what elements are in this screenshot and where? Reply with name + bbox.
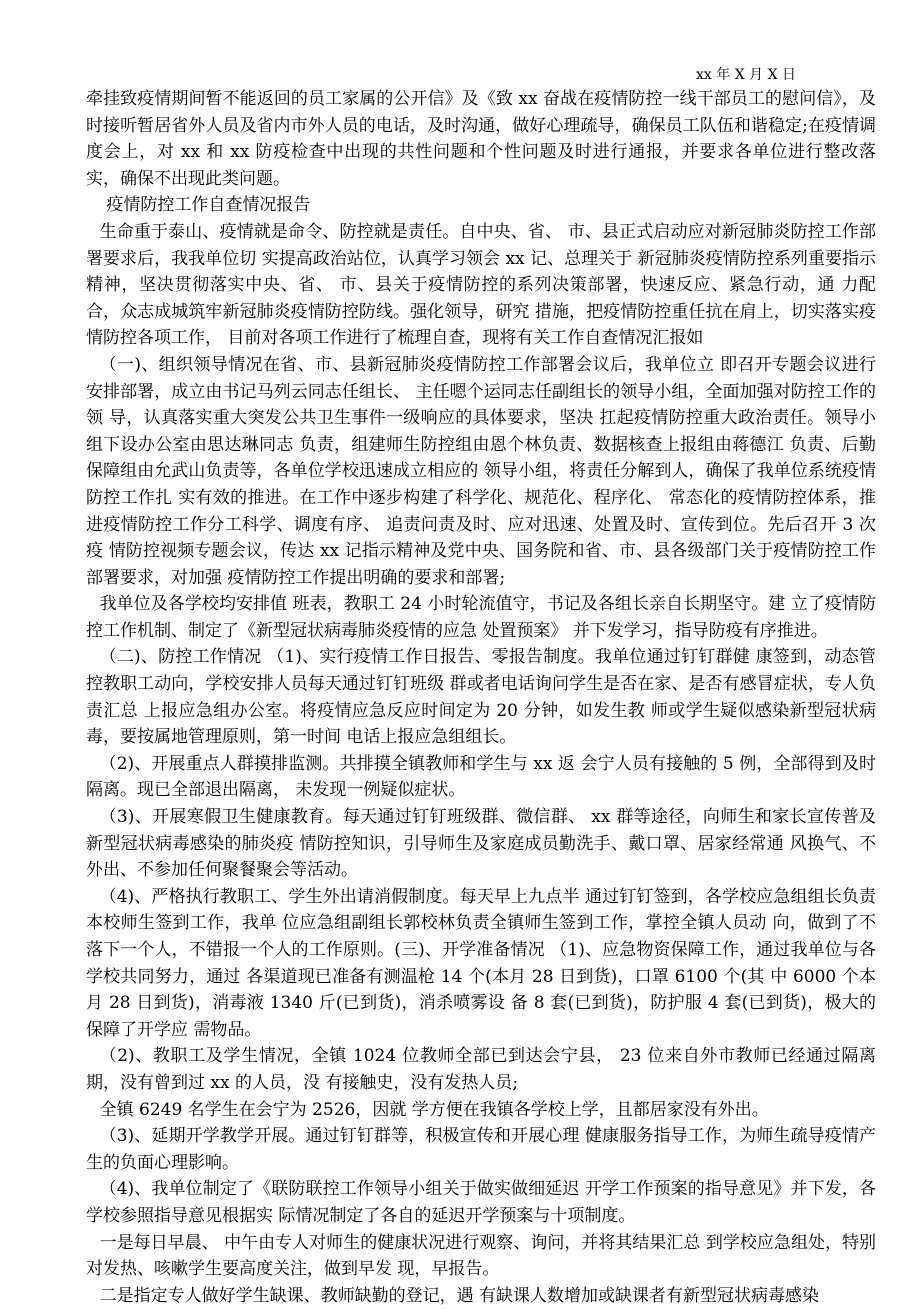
paragraph-staff-students: （2)、教职工及学生情况，全镇 1024 位教师全部已到达会宁县， 23 位来自外市教师已经通过隔离期，没有曾到过 xx 的人员，没 有接触史，没有发热人员;	[86, 1046, 876, 1093]
paragraph-guidance: （4)、我单位制定了《联防联控工作领导小组关于做实做细延迟 开学工作预案的指导意见》并下发，各学校参照指导意见根据实 际情况制定了各自的延迟开学预案与十项制度。	[86, 1179, 876, 1226]
paragraph-absence-record: 二是指定专人做好学生缺课、教师缺勤的登记，遇 有缺课人数增加或缺课者有新型冠状病毒感染	[99, 1285, 819, 1306]
paragraph-duty-roster: 我单位及各学校均安排值 班表，教职工 24 小时轮流值守，书记及各组长亲自长期坚守。建 立了疫情防控工作机制、制定了《新型冠状病毒肺炎疫情的应急 处置预案》 并下发学习，指导防疫有序推进。	[86, 594, 876, 641]
paragraph-key-groups: （2)、开展重点人群摸排监测。共排摸全镇教师和学生与 xx 返 会宁人员有接触的 5 例，全部得到及时隔离。现已全部退出隔离， 未发现一例疑似症状。	[86, 753, 876, 801]
paragraph-morning-check: 一是每日早晨、 中午由专人对师生的健康状况进行观察、询问，并将其结果汇总 到学校应急组处，特别对发热、咳嗽学生要高度关注，做到早发 现，早报告。	[86, 1232, 876, 1280]
document-body	[86, 86, 876, 1309]
paragraph-leave-system: （4)、严格执行教职工、学生外出请消假制度。每天早上九点半 通过钉钉签到，各学校应急组组长负责本校师生签到工作，我单 位应急组副组长郭校林负责全镇师生签到工作，掌控全镇人员动 向，做到了不落下一个人，不错报一个人的工作原则。(三)、开学准备情况 （1)、应急物资保障工作，通过我单位与各学校共同努力，通过 各渠道现已准备有测温枪 14 个(本月 28 日到货)，口罩 6100 个(其 中 6000 个本月 28 日到货)，消毒液 1340 斤(已到货)，消杀喷雾设 备 8 套(已到货)，防护服 4 套(已到货)，极大的保障了开学应 需物品。	[86, 886, 876, 1040]
paragraph-health-education: （3)、开展寒假卫生健康教育。每天通过钉钉班级群、微信群、 xx 群等途径，向师生和家长宣传普及新型冠状病毒感染的肺炎疫 情防控知识，引导师生及家庭成员勤洗手、戴口罩、居家经常通 风换气、不外出、不参加任何聚餐聚会等活动。	[86, 807, 876, 881]
paragraph-student-count: 全镇 6249 名学生在会宁为 2526，因就 学方便在我镇各学校上学，且都居家没有外出。	[99, 1099, 769, 1120]
paragraph-intro: 生命重于泰山、疫情就是命令、防控就是责任。自中央、省、 市、县正式启动应对新冠肺炎防控工作部署要求后，我我单位切 实提高政治站位，认真学习领会 xx 记、总理关于 新冠肺炎疫情防控系列重要指示精神，坚决贯彻落实中央、省、 市、县关于疫情防控的系列决策部署，快速反应、紧急行动，通 力配合，众志成城筑牢新冠肺炎疫情防控防线。强化领导，研究 措施，把疫情防控重任抗在肩上，切实落实疫情防控各项工作， 目前对各项工作进行了梳理自查，现将有关工作自查情况汇报如	[86, 221, 876, 349]
paragraph-leadership: （一)、组织领导情况在省、市、县新冠肺炎疫情防控工作部署会议后，我单位立 即召开专题会议进行安排部署，成立由书记马列云同志任组长、 主任嗯个运同志任副组长的领导小组，全面加强对防控工作的领 导，认真落实重大突发公共卫生事件一级响应的具体要求，坚决 扛起疫情防控重大政治责任。领导小组下设办公室由思达琳同志 负责，组建师生防控组由恩个林负责、数据核查上报组由蒋德江 负责、后勤保障组由允武山负责等，各单位学校迅速成立相应的 领导小组，将责任分解到人，确保了我单位系统疫情防控工作扎 实有效的推进。在工作中逐步构建了科学化、规范化、程序化、 常态化的疫情防控体系，推进疫情防控工作分工科学、调度有序、 追责问责及时、应对迅速、处置及时、宣传到位。先后召开 3 次疫 情防控视频专题会议，传达 xx 记指示精神及党中央、国务院和省、市、县各级部门关于疫情防控工作部署要求，对加强 疫情防控工作提出明确的要求和部署;	[86, 354, 876, 588]
document-date: xx 年 X 月 X 日	[696, 67, 796, 83]
report-title: 疫情防控工作自查情况报告	[106, 195, 311, 216]
paragraph-delayed-teaching: （3)、延期开学教学开展。通过钉钉群等，积极宣传和开展心理 健康服务指导工作，为师生疏导疫情产生的负面心理影响。	[86, 1126, 876, 1173]
paragraph-daily-report: （二)、防控工作情况 （1)、实行疫情工作日报告、零报告制度。我单位通过钉钉群健 康签到，动态管控教职工动向，学校安排人员每天通过钉钉班级 群或者电话询问学生是否在家、是否有感冒症状，专人负责汇总 上报应急组办公室。将疫情应急反应时间定为 20 分钟，如发生教 师或学生疑似感染新型冠状病毒，要按属地管理原则，第一时间 电话上报应急组组长。	[86, 647, 876, 748]
paragraph-open-letter: 牵挂致疫情期间暂不能返回的员工家属的公开信》及《致 xx 奋战在疫情防控一线干部员工的慰问信》，及时接听暂居省外人员及省内市外人员的电话，及时沟通，做好心理疏导，确保员工队伍和谐稳定;在疫情调度会上，对 xx 和 xx 防疫检查中出现的共性问题和个性问题及时进行通报，并要求各单位进行整改落实，确保不出现此类问题。	[86, 89, 876, 189]
